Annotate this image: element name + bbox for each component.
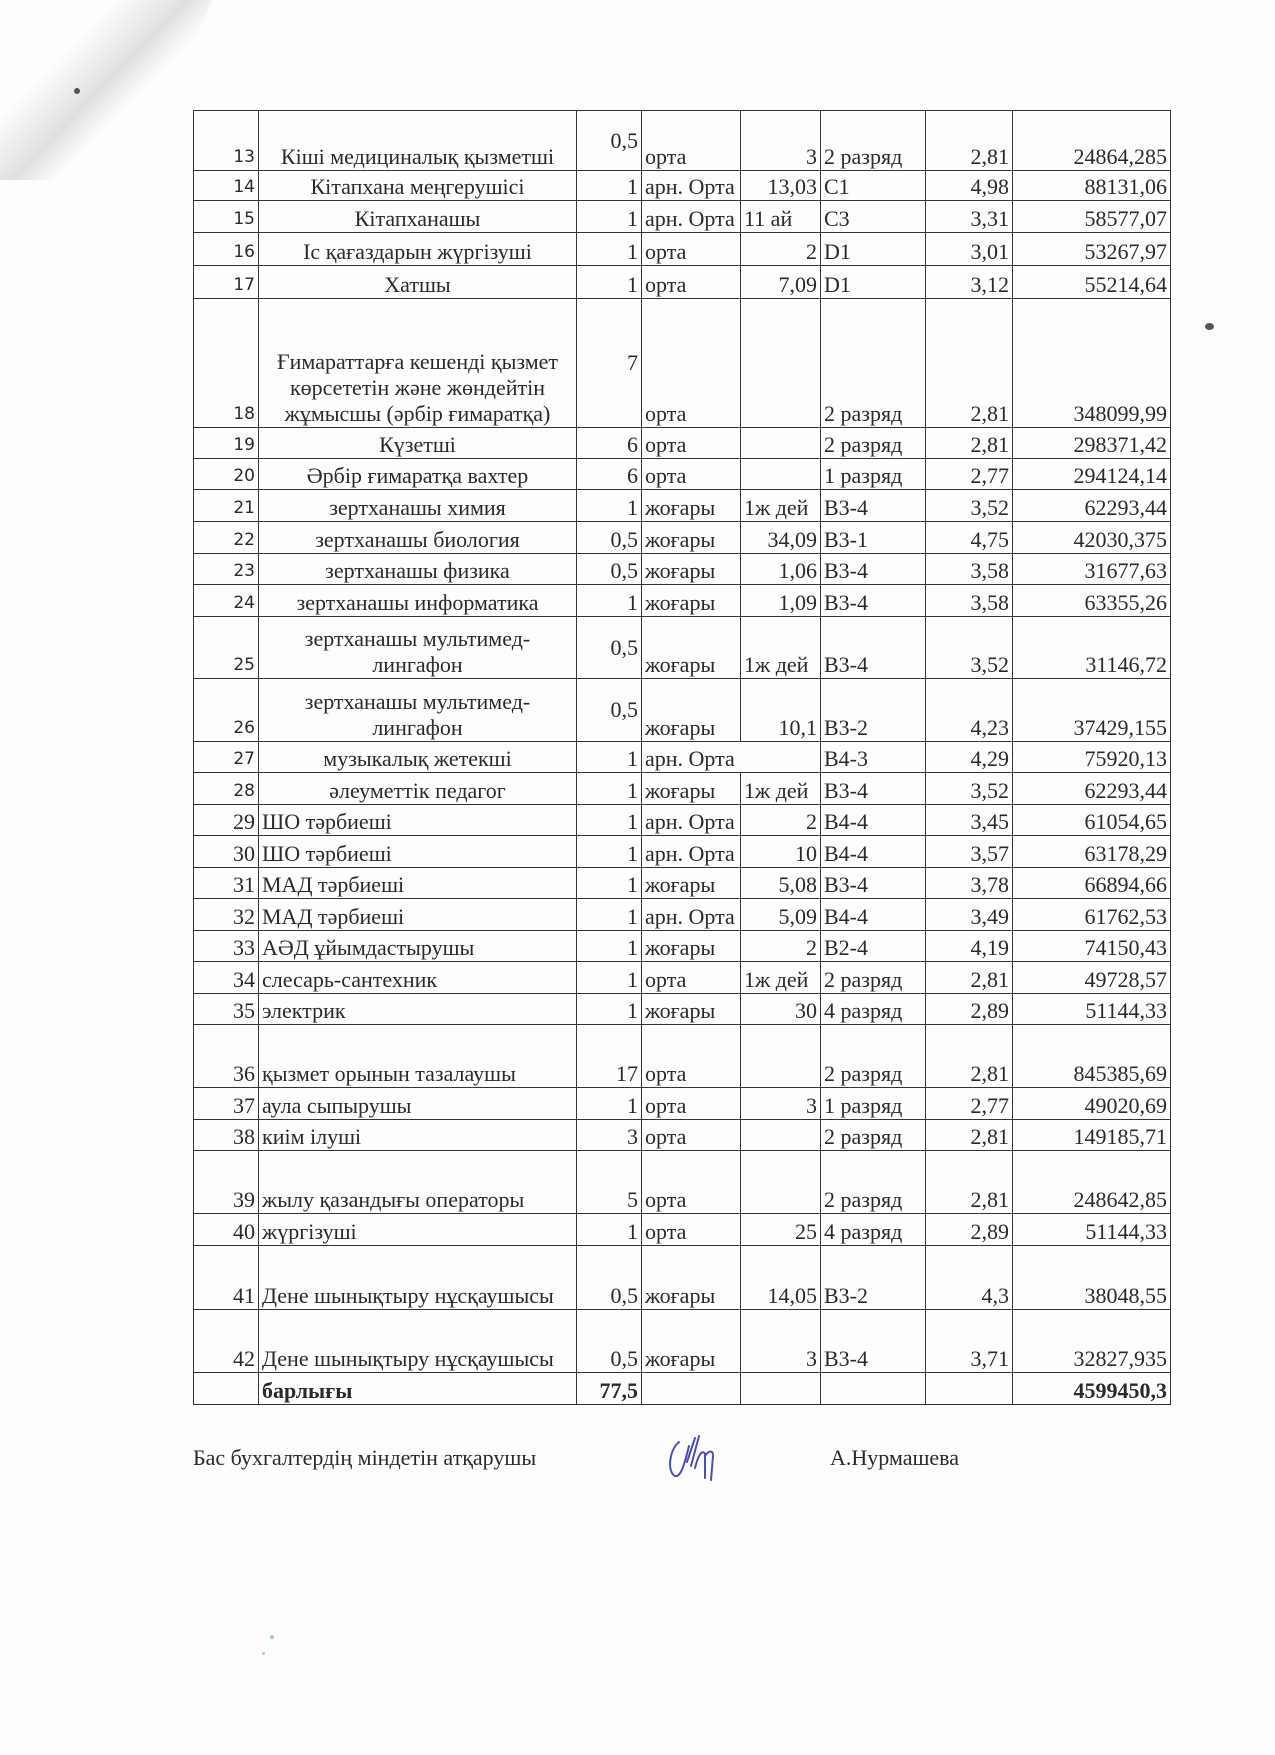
position-name: зертханашы биология [259,522,577,554]
scan-speck [74,88,80,94]
coefficient: 3,12 [926,266,1013,299]
position-name: МАД тәрбиеші [259,868,577,899]
experience [741,1120,821,1151]
experience: 11 ай [741,201,821,233]
grade: 2 разряд [821,1151,926,1214]
grade: С3 [821,201,926,233]
table-row [194,1214,1171,1246]
education: орта [642,1120,741,1151]
grade: В3-4 [821,554,926,585]
row-number: 41 [194,1246,259,1310]
coefficient: 3,01 [926,233,1013,266]
row-number: 17 [194,266,259,299]
grade: С1 [821,171,926,201]
position-name: Дене шынықтыру нұсқаушысы [259,1246,577,1310]
coefficient: 4,23 [926,679,1013,742]
signature-icon [665,1432,725,1484]
education: орта [642,1214,741,1246]
experience: 30 [741,994,821,1025]
experience: 1ж дей [741,490,821,522]
row-number: 30 [194,836,259,868]
salary-sum: 149185,71 [1013,1120,1171,1151]
salary-sum: 298371,42 [1013,428,1171,459]
staff-quantity: 0,5 [577,111,642,171]
row-number: 22 [194,522,259,554]
table-row [194,1151,1171,1214]
table-row [194,1088,1171,1120]
row-number: 13 [194,111,259,171]
row-number: 25 [194,617,259,679]
position-name: жүргізуші [259,1214,577,1246]
coefficient: 3,52 [926,617,1013,679]
coefficient: 3,52 [926,490,1013,522]
row-number: 28 [194,773,259,805]
table-row [194,111,1171,171]
signatory-name: А.Нурмашева [830,1445,960,1470]
coefficient: 2,81 [926,428,1013,459]
position-name: зертханашы физика [259,554,577,585]
row-number: 42 [194,1310,259,1373]
position-name: қызмет орынын тазалаушы [259,1025,577,1088]
row-number: 36 [194,1025,259,1088]
table-row [194,742,1171,773]
grade: В3-4 [821,585,926,617]
coefficient: 3,78 [926,868,1013,899]
staff-quantity: 1 [577,266,642,299]
staff-quantity: 1 [577,1214,642,1246]
experience: 1,06 [741,554,821,585]
row-number: 19 [194,428,259,459]
education: орта [642,1151,741,1214]
salary-sum: 348099,99 [1013,299,1171,428]
salary-sum: 49020,69 [1013,1088,1171,1120]
coefficient: 2,81 [926,1025,1013,1088]
table-row [194,233,1171,266]
position-name: Кіші медициналық қызметші [259,111,577,171]
education: жоғары [642,773,741,805]
table-row [194,994,1171,1025]
salary-sum: 31677,63 [1013,554,1171,585]
grade: В3-4 [821,490,926,522]
coefficient: 3,57 [926,836,1013,868]
staff-quantity: 1 [577,233,642,266]
salary-sum: 62293,44 [1013,490,1171,522]
row-number: 21 [194,490,259,522]
grade: 2 разряд [821,111,926,171]
coefficient: 3,58 [926,585,1013,617]
position-name: зертханашы мультимед-лингафон [259,679,577,742]
experience: 5,09 [741,899,821,931]
empty-cell [741,1373,821,1405]
row-number: 20 [194,459,259,490]
salary-sum: 49728,57 [1013,962,1171,994]
experience: 1,09 [741,585,821,617]
salary-sum: 51144,33 [1013,1214,1171,1246]
table-row [194,1310,1171,1373]
table-row [194,1025,1171,1088]
experience: 5,08 [741,868,821,899]
coefficient: 2,89 [926,1214,1013,1246]
salary-sum: 31146,72 [1013,617,1171,679]
position-name: Күзетші [259,428,577,459]
coefficient: 2,81 [926,299,1013,428]
scan-shadow [0,0,220,180]
table-row [194,836,1171,868]
coefficient: 4,3 [926,1246,1013,1310]
experience: 2 [741,233,821,266]
staff-quantity: 1 [577,899,642,931]
table-row [194,868,1171,899]
experience [741,428,821,459]
scan-speck [270,1635,274,1639]
staff-quantity: 1 [577,1088,642,1120]
education: жоғары [642,617,741,679]
position-name: аула сыпырушы [259,1088,577,1120]
experience: 1ж дей [741,617,821,679]
position-name: музыкалық жетекші [259,742,577,773]
education: жоғары [642,522,741,554]
grade: 4 разряд [821,1214,926,1246]
position-name: слесарь-сантехник [259,962,577,994]
staff-quantity: 1 [577,171,642,201]
position-name: Кітапхана меңгерушісі [259,171,577,201]
grade: 1 разряд [821,1088,926,1120]
experience: 2 [741,805,821,836]
table-row [194,490,1171,522]
coefficient: 3,45 [926,805,1013,836]
position-name: электрик [259,994,577,1025]
experience: 3 [741,1310,821,1373]
salary-sum: 55214,64 [1013,266,1171,299]
staff-quantity: 5 [577,1151,642,1214]
staff-quantity: 0,5 [577,1246,642,1310]
experience [741,459,821,490]
staff-quantity: 1 [577,201,642,233]
salary-sum: 61054,65 [1013,805,1171,836]
education: жоғары [642,554,741,585]
staff-quantity: 1 [577,868,642,899]
salary-sum: 32827,935 [1013,1310,1171,1373]
coefficient: 3,58 [926,554,1013,585]
staff-quantity: 0,5 [577,522,642,554]
education: жоғары [642,490,741,522]
experience: 10,1 [741,679,821,742]
education: жоғары [642,1246,741,1310]
grade: В3-4 [821,773,926,805]
coefficient: 2,81 [926,111,1013,171]
education: жоғары [642,931,741,962]
education: жоғары [642,994,741,1025]
row-number: 26 [194,679,259,742]
staff-quantity: 0,5 [577,1310,642,1373]
row-number: 15 [194,201,259,233]
salary-sum: 845385,69 [1013,1025,1171,1088]
experience [741,1025,821,1088]
table-row [194,899,1171,931]
coefficient: 3,31 [926,201,1013,233]
row-number: 37 [194,1088,259,1120]
table-row [194,428,1171,459]
experience: 14,05 [741,1246,821,1310]
education: жоғары [642,679,741,742]
experience: 10 [741,836,821,868]
table-row [194,617,1171,679]
total-quantity: 77,5 [577,1373,642,1405]
position-name: Әрбір ғимаратқа вахтер [259,459,577,490]
staff-quantity: 0,5 [577,679,642,742]
row-number: 16 [194,233,259,266]
grade: В3-2 [821,1246,926,1310]
coefficient: 4,19 [926,931,1013,962]
experience: 25 [741,1214,821,1246]
salary-sum: 63178,29 [1013,836,1171,868]
grade: 2 разряд [821,299,926,428]
grade: 2 разряд [821,1120,926,1151]
row-number: 34 [194,962,259,994]
position-name: әлеуметтік педагог [259,773,577,805]
grade: В4-4 [821,805,926,836]
coefficient: 4,98 [926,171,1013,201]
education: арн. Орта [642,171,741,201]
staff-quantity: 1 [577,742,642,773]
position-name: АӘД ұйымдастырушы [259,931,577,962]
scan-speck [262,1652,265,1655]
row-number: 33 [194,931,259,962]
position-name: зертханашы мультимед-лингафон [259,617,577,679]
salary-sum: 42030,375 [1013,522,1171,554]
grade: В4-4 [821,836,926,868]
education: арн. Орта [642,836,741,868]
education: жоғары [642,1310,741,1373]
row-number: 40 [194,1214,259,1246]
education: орта [642,962,741,994]
position-name: Кітапханашы [259,201,577,233]
education: орта [642,266,741,299]
education: жоғары [642,868,741,899]
scan-speck [1205,323,1214,330]
staff-quantity: 1 [577,773,642,805]
grade: В4-3 [821,742,926,773]
staff-quantity: 0,5 [577,554,642,585]
education: орта [642,428,741,459]
education: орта [642,1025,741,1088]
table-row [194,201,1171,233]
staff-quantity: 0,5 [577,617,642,679]
grade: В2-4 [821,931,926,962]
row-number: 35 [194,994,259,1025]
grade: В4-4 [821,899,926,931]
empty-cell [194,1373,259,1405]
experience [741,299,821,428]
table-row [194,679,1171,742]
position-name: Іс қағаздарын жүргізуші [259,233,577,266]
coefficient: 4,75 [926,522,1013,554]
grade: В3-1 [821,522,926,554]
row-number: 38 [194,1120,259,1151]
experience: 3 [741,111,821,171]
salary-sum: 294124,14 [1013,459,1171,490]
education: арн. Орта [642,201,741,233]
experience: 3 [741,1088,821,1120]
staff-quantity: 1 [577,836,642,868]
staff-quantity: 3 [577,1120,642,1151]
row-number: 14 [194,171,259,201]
education: орта [642,233,741,266]
salary-sum: 88131,06 [1013,171,1171,201]
experience: 1ж дей [741,962,821,994]
total-row [194,1373,1171,1405]
row-number: 27 [194,742,259,773]
position-name: Хатшы [259,266,577,299]
coefficient: 2,77 [926,459,1013,490]
experience: 34,09 [741,522,821,554]
table-row [194,299,1171,428]
position-name: МАД тәрбиеші [259,899,577,931]
table-row [194,554,1171,585]
experience: 2 [741,931,821,962]
grade: В3-2 [821,679,926,742]
experience [741,1151,821,1214]
position-name: ШО тәрбиеші [259,836,577,868]
education: арн. Орта [642,742,821,773]
position-title: Бас бухгалтердің міндетін атқарушы [193,1445,537,1470]
grade: 2 разряд [821,428,926,459]
position-name: Ғимараттарға кешенді қызмет көрсететін және жөндейтін жұмысшы (әрбір ғимаратқа) [259,299,577,428]
position-name: Дене шынықтыру нұсқаушысы [259,1310,577,1373]
staff-quantity: 1 [577,805,642,836]
experience: 13,03 [741,171,821,201]
table-row [194,171,1171,201]
experience: 1ж дей [741,773,821,805]
row-number: 18 [194,299,259,428]
salary-sum: 53267,97 [1013,233,1171,266]
total-label: барлығы [259,1373,577,1405]
position-name: ШО тәрбиеші [259,805,577,836]
table-row [194,522,1171,554]
grade: D1 [821,233,926,266]
grade: 2 разряд [821,1025,926,1088]
salary-sum: 248642,85 [1013,1151,1171,1214]
staff-quantity: 6 [577,459,642,490]
staff-quantity: 1 [577,962,642,994]
table-row [194,962,1171,994]
staff-quantity: 1 [577,490,642,522]
position-name: киім ілуші [259,1120,577,1151]
staff-quantity: 1 [577,994,642,1025]
coefficient: 2,77 [926,1088,1013,1120]
salary-sum: 66894,66 [1013,868,1171,899]
staff-table [193,110,1171,1405]
table-row [194,773,1171,805]
salary-sum: 74150,43 [1013,931,1171,962]
experience: 7,09 [741,266,821,299]
education: арн. Орта [642,805,741,836]
salary-sum: 51144,33 [1013,994,1171,1025]
coefficient: 4,29 [926,742,1013,773]
table-row [194,805,1171,836]
table-row [194,266,1171,299]
salary-sum: 37429,155 [1013,679,1171,742]
salary-sum: 63355,26 [1013,585,1171,617]
staff-quantity: 7 [577,299,642,428]
education: арн. Орта [642,899,741,931]
coefficient: 2,89 [926,994,1013,1025]
row-number: 39 [194,1151,259,1214]
coefficient: 2,81 [926,1120,1013,1151]
grade: В3-4 [821,617,926,679]
staff-quantity: 6 [577,428,642,459]
coefficient: 3,71 [926,1310,1013,1373]
grade: 4 разряд [821,994,926,1025]
grade: В3-4 [821,868,926,899]
staff-quantity: 1 [577,585,642,617]
position-name: зертханашы информатика [259,585,577,617]
staff-quantity: 1 [577,931,642,962]
coefficient: 3,52 [926,773,1013,805]
table-row [194,931,1171,962]
education: орта [642,111,741,171]
row-number: 24 [194,585,259,617]
position-name: зертханашы химия [259,490,577,522]
salary-sum: 58577,07 [1013,201,1171,233]
table-row [194,1246,1171,1310]
empty-cell [642,1373,741,1405]
education: орта [642,1088,741,1120]
position-name: жылу қазандығы операторы [259,1151,577,1214]
table-row [194,585,1171,617]
salary-sum: 38048,55 [1013,1246,1171,1310]
grade: В3-4 [821,1310,926,1373]
total-sum: 4599450,3 [1013,1373,1171,1405]
row-number: 29 [194,805,259,836]
salary-sum: 75920,13 [1013,742,1171,773]
row-number: 23 [194,554,259,585]
row-number: 32 [194,899,259,931]
education: жоғары [642,585,741,617]
coefficient: 2,81 [926,1151,1013,1214]
empty-cell [926,1373,1013,1405]
table-row [194,459,1171,490]
education: орта [642,459,741,490]
grade: D1 [821,266,926,299]
salary-sum: 61762,53 [1013,899,1171,931]
row-number: 31 [194,868,259,899]
salary-sum: 62293,44 [1013,773,1171,805]
coefficient: 3,49 [926,899,1013,931]
grade: 1 разряд [821,459,926,490]
empty-cell [821,1373,926,1405]
salary-sum: 24864,285 [1013,111,1171,171]
table-row [194,1120,1171,1151]
grade: 2 разряд [821,962,926,994]
staff-quantity: 17 [577,1025,642,1088]
coefficient: 2,81 [926,962,1013,994]
education: орта [642,299,741,428]
